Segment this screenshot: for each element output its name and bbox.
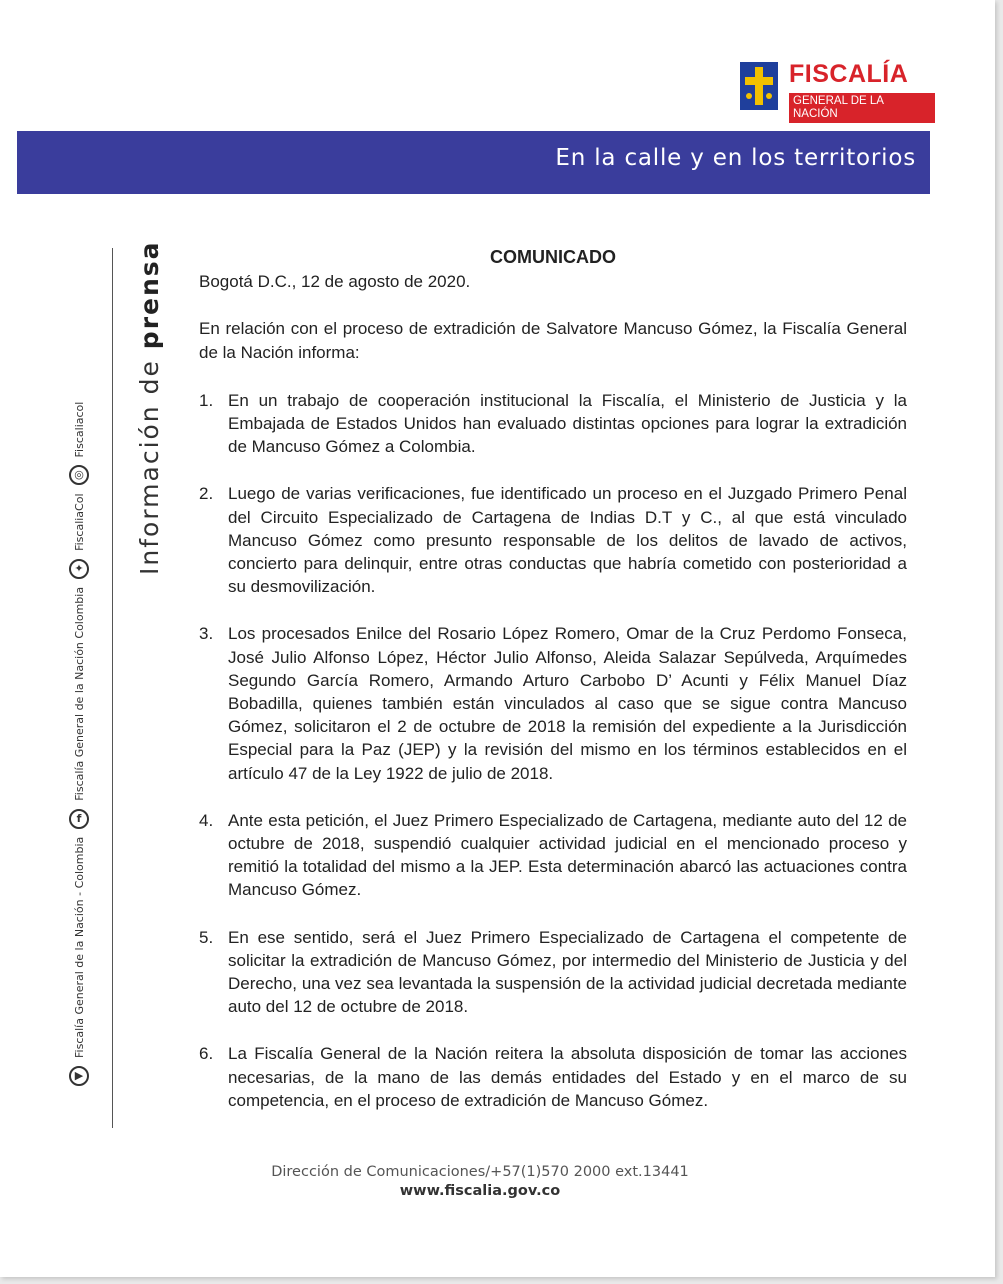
item-number: 6.: [199, 1044, 214, 1064]
list-item: [199, 1042, 907, 1112]
press-title-regular: Información de: [135, 349, 164, 575]
item-number: 2.: [199, 484, 214, 504]
document-date: Bogotá D.C., 12 de agosto de 2020.: [199, 272, 471, 292]
item-text: Luego de varias verificaciones, fue identificado un proceso en el Juzgado Primero Penal del Circuito Especializado de Cartagena de Indias D.T y C., al que está vinculado Mancuso Gómez como presunto responsable de los delitos de lavado de activos, concierto para delinquir, entre otras conductas que habría cometido con posterioridad a su desmovilización.: [228, 484, 907, 597]
instagram-label[interactable]: Fiscaliacol: [72, 401, 86, 458]
list-item: [199, 809, 907, 902]
fiscalia-logo: [740, 60, 935, 120]
item-text: Los procesados Enilce del Rosario López Romero, Omar de la Cruz Perdomo Fonseca, José Julio Alfonso López, Héctor Julio Alfonso, Aleida Salazar Sepúlveda, Arquímedes Segundo García Romero, Armando Arturo Carbobo D’ Acunti y Félix Manuel Díaz Bobadilla, quienes también están vinculados al caso que se sigue contra Mancuso Gómez, solicitaron el 2 de octubre de 2018 la remisión del expediente a la Jurisdicción Especial para la Paz (JEP) y la revisión del mismo en los términos establecidos en el artículo 47 de la Ley 1922 de julio de 2018.: [228, 624, 907, 783]
list-item: [199, 622, 907, 784]
footer-url[interactable]: www.fiscalia.gov.co: [399, 1183, 561, 1199]
sidebar-divider: [112, 248, 113, 1128]
twitter-icon[interactable]: ✦: [69, 559, 89, 579]
page-footer: [195, 1163, 765, 1201]
document-body: [199, 246, 907, 1136]
twitter-label[interactable]: FiscaliaCol: [72, 493, 86, 551]
press-title-bold: prensa: [135, 240, 164, 350]
item-number: 1.: [199, 390, 214, 410]
item-text: Ante esta petición, el Juez Primero Especializado de Cartagena, mediante auto del 12 de octubre de 2018, suspendió cualquier actividad judicial en el mencionado proceso y remitió la totalidad del mismo a la JEP. Esta determinación abarcó las actuaciones contra Mancuso Gómez.: [228, 810, 907, 900]
item-number: 3.: [199, 624, 214, 644]
vertical-press-title: [135, 240, 164, 575]
slogan-banner: [17, 131, 930, 194]
footer-contact: Dirección de Comunicaciones/+57(1)570 2000 ext.13441: [271, 1164, 689, 1180]
youtube-icon[interactable]: ▶: [69, 1066, 89, 1086]
document-title: COMUNICADO: [490, 247, 616, 267]
item-number: 4.: [199, 810, 214, 830]
list-item: [199, 389, 907, 459]
logo-subtitle: GENERAL DE LA NACIÓN: [789, 93, 935, 123]
item-text: En un trabajo de cooperación institucional la Fiscalía, el Ministerio de Justicia y la Embajada de Estados Unidos han evaluado distintas opciones para lograr la extradición de Mancuso Gómez a Colombia.: [228, 390, 907, 457]
facebook-label[interactable]: Fiscalía General de la Nación Colombia: [72, 586, 86, 801]
banner-slogan: En la calle y en los territorios: [555, 145, 916, 171]
item-number: 5.: [199, 927, 214, 947]
youtube-label[interactable]: Fiscalía General de la Nación - Colombia: [72, 836, 86, 1058]
instagram-icon[interactable]: ◎: [69, 465, 89, 485]
list-item: [199, 926, 907, 1019]
shield-icon: [740, 62, 778, 110]
document-intro: En relación con el proceso de extradición de Salvatore Mancuso Gómez, la Fiscalía General de la Nación informa:: [199, 319, 907, 362]
social-links-bar: [69, 394, 89, 1086]
logo-title: FISCALÍA: [789, 60, 909, 88]
facebook-icon[interactable]: f: [69, 809, 89, 829]
list-item: [199, 482, 907, 598]
item-text: La Fiscalía General de la Nación reitera la absoluta disposición de tomar las acciones necesarias, de la mano de las demás entidades del Estado y en el marco de su competencia, en el proceso de extradición de Mancuso Gómez.: [228, 1044, 907, 1110]
item-text: En ese sentido, será el Juez Primero Especializado de Cartagena el competente de solicitar la extradición de Mancuso Gómez, por intermedio del Ministerio de Justicia y del Derecho, una vez sea levantada la suspensión de la actividad judicial decretada mediante auto del 12 de octubre de 2018.: [228, 927, 907, 1017]
